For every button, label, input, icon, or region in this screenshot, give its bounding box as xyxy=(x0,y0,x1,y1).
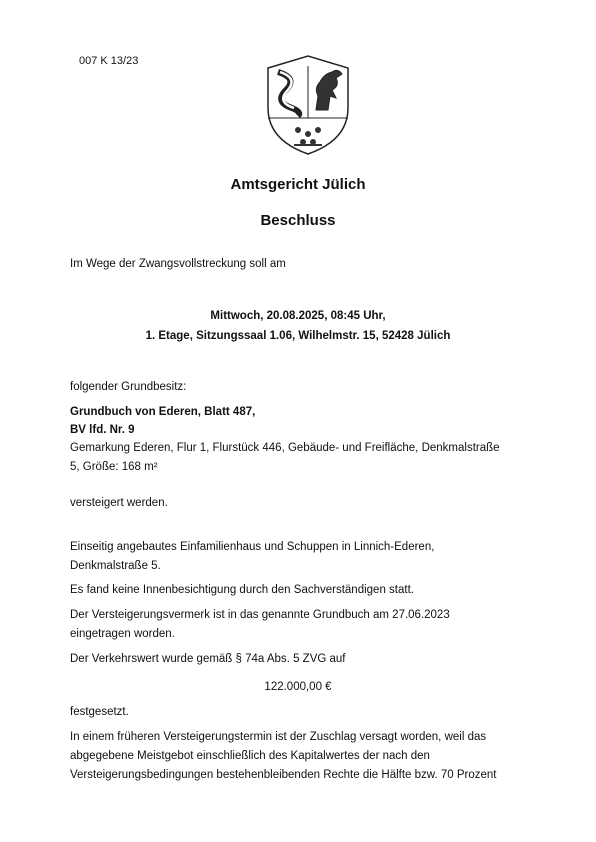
property-intro: folgender Grundbesitz: xyxy=(70,381,187,393)
entry-line-2: eingetragen worden. xyxy=(70,628,175,640)
land-register: Grundbuch von Ederen, Blatt 487, xyxy=(70,406,256,418)
parcel-line-1: Gemarkung Ederen, Flur 1, Flurstück 446, Gebäude- und Freifläche, Denkmalstraße xyxy=(70,442,500,454)
description-line-2: Denkmalstraße 5. xyxy=(70,560,161,572)
auction-date: Mittwoch, 20.08.2025, 08:45 Uhr, xyxy=(210,310,386,322)
inspection-note: Es fand keine Innenbesichtigung durch den Sachverständigen statt. xyxy=(70,584,414,596)
parcel-line-2: 5, Größe: 168 m² xyxy=(70,461,158,473)
entry-line-1: Der Versteigerungsvermerk ist in das genannte Grundbuch am 27.06.2023 xyxy=(70,609,450,621)
coat-of-arms-icon xyxy=(258,48,358,158)
prior-line-2: abgegebene Meistgebot einschließlich des Kapitalwertes der nach den xyxy=(70,750,430,762)
prior-line-3: Versteigerungsbedingungen bestehenbleibenden Rechte die Hälfte bzw. 70 Prozent xyxy=(70,769,497,781)
intro-text: Im Wege der Zwangsvollstreckung soll am xyxy=(70,258,286,270)
bv-number: BV lfd. Nr. 9 xyxy=(70,424,135,436)
value-intro: Der Verkehrswert wurde gemäß § 74a Abs. 5 ZVG auf xyxy=(70,653,346,665)
description-line-1: Einseitig angebautes Einfamilienhaus und Schuppen in Linnich-Ederen, xyxy=(70,541,435,553)
auction-phrase: versteigert werden. xyxy=(70,497,168,509)
prior-line-1: In einem früheren Versteigerungstermin ist der Zuschlag versagt worden, weil das xyxy=(70,731,487,743)
document-title: Beschluss xyxy=(260,212,336,229)
court-name: Amtsgericht Jülich xyxy=(230,176,366,193)
auction-location: 1. Etage, Sitzungssaal 1.06, Wilhelmstr. 15, 52428 Jülich xyxy=(145,330,451,342)
value-outro: festgesetzt. xyxy=(70,706,129,718)
value-amount: 122.000,00 € xyxy=(264,681,332,693)
case-reference: 007 K 13/23 xyxy=(79,55,139,67)
